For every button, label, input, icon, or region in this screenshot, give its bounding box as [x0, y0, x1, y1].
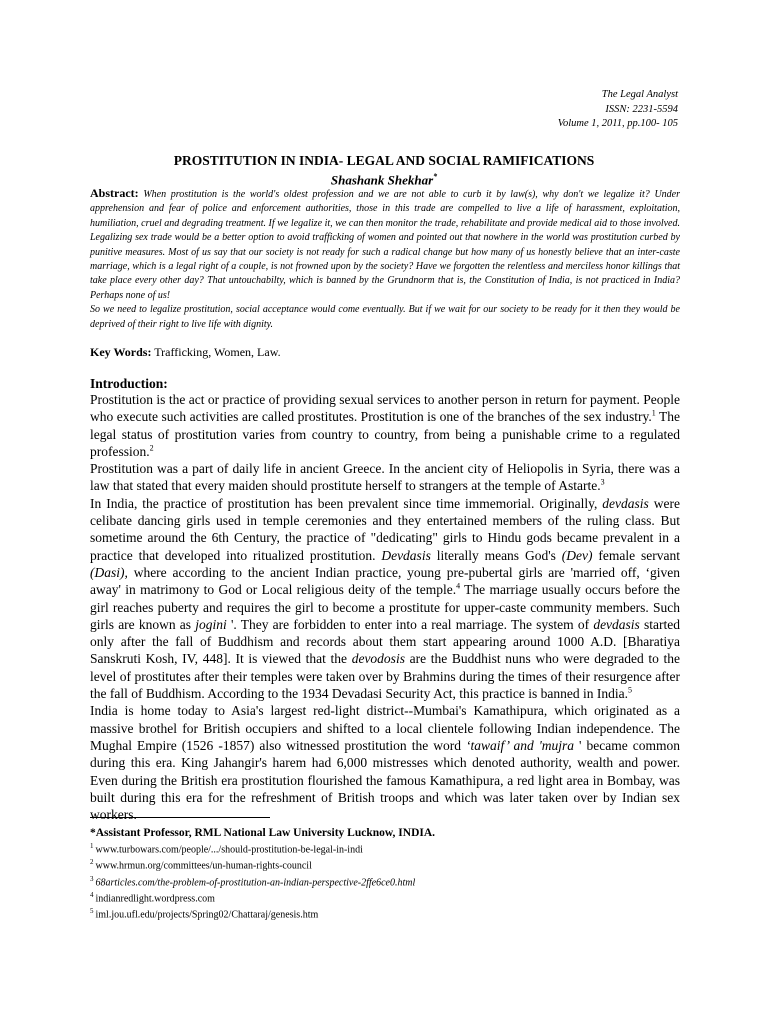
body-text: '. They are forbidden to enter into a real marriage. The system of [226, 616, 594, 632]
abstract-paragraph-1 [90, 186, 680, 303]
body-text: were celibate dancing girls used in temple ceremonies and they entertained members of the ruling class. But sometime around the 6th Century, the practice of "dedicating" girls to Hindu gods became prevalent in a practice that developed into ritualized prostitution. [90, 495, 680, 563]
body-text: where according to the ancient Indian practice, young pre-pubertal girls are 'married off, ‘given away' in matrimony to God or Local religious deity of the temple. [90, 564, 680, 598]
journal-volume: Volume 1, 2011, pp.100- 105 [557, 118, 678, 129]
keywords [90, 345, 680, 360]
author-affiliation-note: *Assistant Professor, RML National Law University Lucknow, INDIA. [90, 827, 436, 839]
body-text: literally means God's [430, 547, 562, 563]
journal-name: The Legal Analyst [601, 89, 678, 100]
footnote-link[interactable]: iml.jou.ufl.edu/projects/Spring02/Chattaraj/genesis.htm [95, 909, 319, 921]
footnote-item [90, 889, 680, 905]
footnote-ref-4: 4 [456, 581, 461, 591]
paper-title: PROSTITUTION IN INDIA- LEGAL AND SOCIAL RAMIFICATIONS [173, 153, 595, 168]
footnote-number: 1 [90, 842, 94, 850]
italic-term: Devdasis [381, 547, 431, 563]
journal-issn: ISSN: 2231-5594 [605, 103, 678, 115]
italic-term: (Dev) [561, 547, 593, 563]
footnote-link[interactable]: www.hrmun.org/committees/un-human-rights-council [95, 860, 312, 872]
italic-term: devdasis [602, 495, 649, 511]
author-name: Shashank Shekhar [330, 172, 434, 188]
abstract-text-2: So we need to legalize prostitution, social acceptance would come eventually. But if we wait for our society to be ready for it then they would be deprived of their right to live life with dignity. [90, 304, 680, 330]
italic-term: devdasis [593, 616, 640, 632]
footnote-ref-5: 5 [628, 685, 633, 695]
footnote-number: 5 [90, 907, 94, 916]
body-text: India is home today to Asia's largest red-light district--Mumbai's Kamathipura, which originated as a massive brothel for British occupiers and shifted to a local clientele following Indian independence. The Mughal Empire (1526 -1857) also witnessed prostitution the word [90, 703, 680, 753]
footnote-item [90, 873, 680, 889]
footnote-item [90, 856, 680, 872]
body-paragraph-2 [90, 460, 680, 495]
body-paragraph-4 [90, 702, 680, 823]
footnote-ref-1: 1 [651, 408, 656, 418]
italic-term: jogini [195, 616, 227, 632]
body-text: The legal status of prostitution varies from country to country, from being a punishable crime to a regulated profession. [90, 409, 680, 459]
body-text: In India, the practice of prostitution has been prevalent since time immemorial. Originally, [90, 495, 603, 511]
italic-term: ‘tawaif’ and 'mujra [466, 737, 574, 753]
footnote-number: 3 [90, 874, 94, 883]
footnote-item [90, 840, 680, 856]
footnote-number: 4 [90, 890, 94, 899]
section-heading-introduction: Introduction: [90, 376, 168, 391]
body-text: are the Buddhist nuns who were degraded to the level of prostitutes after their temples were taken over by Brahmins during the times of their resurgence after the fall of Buddhism. According to the 1934 Devadasi Security Act, this practice is banned in India. [90, 651, 680, 702]
author-footnote-mark: * [433, 172, 438, 181]
body-text: The marriage usually occurs before the girl reaches puberty and requires the girl to become a prostitute for upper-caste community members. Such girls are known as [90, 582, 680, 632]
keywords-text: Trafficking, Women, Law. [151, 345, 281, 359]
body-text: female servant [592, 547, 680, 563]
footnote-link[interactable]: 68articles.com/the-problem-of-prostitution-an-indian-perspective-2ffe6ce0.html [95, 876, 416, 888]
body-text: Prostitution was a part of daily life in ancient Greece. In the ancient city of Heliopolis in Syria, there was a law that stated that every maiden should prostitute herself to strangers at the temple of Astarte. [90, 461, 680, 494]
body-text: ' became common during this era. King Jahangir's harem had 6,000 mistresses which denoted authority, wealth and power. Even during the British era prostitution flourished the famous Kamathipura, a red light area in Bombay, was built during this era for the refreshment of British troops and which was later taken over by Indian sex workers. [90, 737, 680, 823]
abstract [90, 186, 680, 332]
footnote-ref-3: 3 [600, 477, 605, 487]
italic-term: devodosis [351, 651, 405, 667]
footnote-link[interactable]: indianredlight.wordpress.com [95, 893, 215, 905]
journal-header [558, 88, 678, 132]
footnote-divider [90, 817, 270, 818]
body-text: Prostitution is the act or practice of providing sexual services to another person in return for payment. People who execute such activities are called prostitutes. Prostitution is one of the branches of the sex industry. [90, 392, 680, 425]
abstract-label: Abstract: [90, 186, 139, 200]
footnote-ref-2: 2 [149, 443, 154, 453]
keywords-label: Key Words: [90, 345, 152, 359]
body-paragraph-1 [90, 391, 680, 460]
abstract-paragraph-2 [90, 303, 680, 332]
italic-term: (Dasi), [90, 564, 128, 580]
footnotes [90, 826, 680, 922]
footnote-item [90, 905, 680, 921]
body-paragraph-3 [90, 495, 680, 703]
body-text: started only after the fall of Buddhism and records about them start appearing around 1000 A.D. [Bharatiya Sanskruti Kosh, IV, 448]. It is viewed that the [90, 616, 680, 667]
abstract-text-1: When prostitution is the world's oldest profession and we are not able to curb it by law(s), why don't we legalize it? Under apprehension and fear of police and enforcement authorities, those in this trade are compelled to live a life of harassment, exploitation, humiliation, cruel and degrading treatment. If we legalize it, we can then monitor the trade, rehabilitate and provide medical aid to those involved. Legalizing sex trade would be a better option to avoid trafficking of women and pointed out that nowhere in the world was prostitution curbed by punitive measures. Most of us say that our society is not ready for such a radical change but how many of us honestly believe that an inter-caste marriage, which is a legal right of a couple, is not frowned upon by the society? Have we forgotten the relentless and merciless honor killings that take place every other day? That untouchabilty, which is banned by the Grundnorm that is, the Constitution of India, is not practiced in India? Perhaps none of us! [90, 189, 681, 301]
footnote-number: 2 [90, 858, 94, 867]
footnote-link[interactable]: www.turbowars.com/people/.../should-prostitution-be-legal-in-indi [95, 844, 363, 856]
introduction-body [90, 391, 680, 823]
